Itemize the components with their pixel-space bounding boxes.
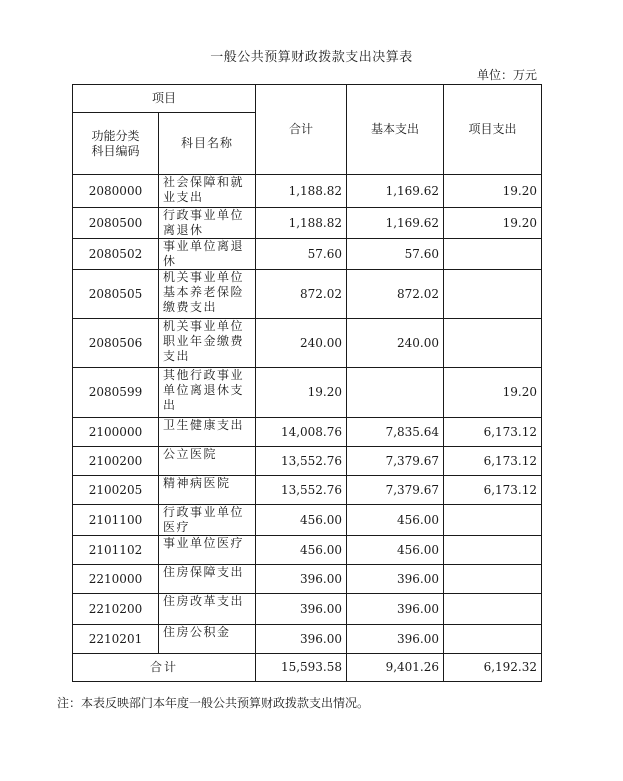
row-total: 396.00	[256, 594, 347, 625]
totals-total: 15,593.58	[256, 654, 347, 682]
row-name: 机关事业单位基本养老保险缴费支出	[159, 270, 256, 319]
row-project	[444, 625, 542, 654]
table-row	[73, 239, 542, 270]
table-row	[73, 476, 542, 505]
row-name: 事业单位离退休	[159, 239, 256, 270]
totals-label: 合计	[73, 654, 256, 682]
table-row	[73, 447, 542, 476]
row-project: 19.20	[444, 368, 542, 418]
table-row	[73, 208, 542, 239]
row-code: 2080599	[73, 368, 159, 418]
row-total: 456.00	[256, 536, 347, 565]
row-project	[444, 594, 542, 625]
table-row	[73, 270, 542, 319]
table-row	[73, 175, 542, 208]
table-row	[73, 625, 542, 654]
row-basic: 240.00	[347, 319, 444, 368]
row-basic: 396.00	[347, 625, 444, 654]
row-total: 14,008.76	[256, 418, 347, 447]
row-basic: 7,835.64	[347, 418, 444, 447]
header-basic: 基本支出	[347, 85, 444, 175]
header-code: 功能分类 科目编码	[73, 113, 159, 175]
row-name: 行政事业单位离退休	[159, 208, 256, 239]
row-code: 2080000	[73, 175, 159, 208]
table-row	[73, 319, 542, 368]
row-basic: 7,379.67	[347, 476, 444, 505]
row-code: 2210201	[73, 625, 159, 654]
row-project	[444, 536, 542, 565]
page-title: 一般公共预算财政拨款支出决算表	[210, 50, 413, 65]
row-total: 240.00	[256, 319, 347, 368]
row-basic: 396.00	[347, 565, 444, 594]
row-total: 456.00	[256, 505, 347, 536]
row-basic: 1,169.62	[347, 208, 444, 239]
row-basic: 456.00	[347, 505, 444, 536]
header-total: 合计	[256, 85, 347, 175]
header-name: 科目名称	[159, 113, 256, 175]
footnote: 注：本表反映部门本年度一般公共预算财政拨款支出情况。	[57, 696, 370, 710]
row-project	[444, 270, 542, 319]
row-name: 住房公积金	[159, 625, 256, 654]
row-total: 396.00	[256, 565, 347, 594]
row-code: 2080502	[73, 239, 159, 270]
row-code: 2080505	[73, 270, 159, 319]
row-name: 精神病医院	[159, 476, 256, 505]
table-row	[73, 565, 542, 594]
row-name: 社会保障和就业支出	[159, 175, 256, 208]
row-name: 事业单位医疗	[159, 536, 256, 565]
table-row	[73, 536, 542, 565]
row-project	[444, 505, 542, 536]
row-project	[444, 239, 542, 270]
budget-table	[72, 84, 542, 682]
row-name: 其他行政事业单位离退休支出	[159, 368, 256, 418]
unit-label: 单位：万元	[476, 68, 537, 82]
row-project: 6,173.12	[444, 447, 542, 476]
row-name: 机关事业单位职业年金缴费支出	[159, 319, 256, 368]
row-total: 19.20	[256, 368, 347, 418]
row-code: 2080506	[73, 319, 159, 368]
row-name: 住房改革支出	[159, 594, 256, 625]
row-total: 13,552.76	[256, 476, 347, 505]
row-code: 2210000	[73, 565, 159, 594]
row-total: 1,188.82	[256, 175, 347, 208]
row-code: 2100200	[73, 447, 159, 476]
row-total: 13,552.76	[256, 447, 347, 476]
row-code: 2210200	[73, 594, 159, 625]
table-row	[73, 505, 542, 536]
row-basic: 872.02	[347, 270, 444, 319]
row-basic: 456.00	[347, 536, 444, 565]
table-row	[73, 418, 542, 447]
row-code: 2100205	[73, 476, 159, 505]
row-total: 57.60	[256, 239, 347, 270]
row-basic	[347, 368, 444, 418]
row-project: 6,173.12	[444, 418, 542, 447]
row-basic: 1,169.62	[347, 175, 444, 208]
row-project: 19.20	[444, 208, 542, 239]
table-row	[73, 368, 542, 418]
row-basic: 396.00	[347, 594, 444, 625]
row-project	[444, 319, 542, 368]
row-project: 19.20	[444, 175, 542, 208]
row-basic: 7,379.67	[347, 447, 444, 476]
row-code: 2100000	[73, 418, 159, 447]
row-total: 396.00	[256, 625, 347, 654]
row-basic: 57.60	[347, 239, 444, 270]
row-code: 2080500	[73, 208, 159, 239]
table-row	[73, 594, 542, 625]
row-name: 住房保障支出	[159, 565, 256, 594]
header-project: 项目支出	[444, 85, 542, 175]
row-code: 2101100	[73, 505, 159, 536]
row-project: 6,173.12	[444, 476, 542, 505]
row-name: 卫生健康支出	[159, 418, 256, 447]
row-name: 行政事业单位医疗	[159, 505, 256, 536]
row-project	[444, 565, 542, 594]
header-item: 项目	[73, 85, 256, 113]
row-total: 1,188.82	[256, 208, 347, 239]
row-name: 公立医院	[159, 447, 256, 476]
totals-basic: 9,401.26	[347, 654, 444, 682]
totals-project: 6,192.32	[444, 654, 542, 682]
row-total: 872.02	[256, 270, 347, 319]
row-code: 2101102	[73, 536, 159, 565]
